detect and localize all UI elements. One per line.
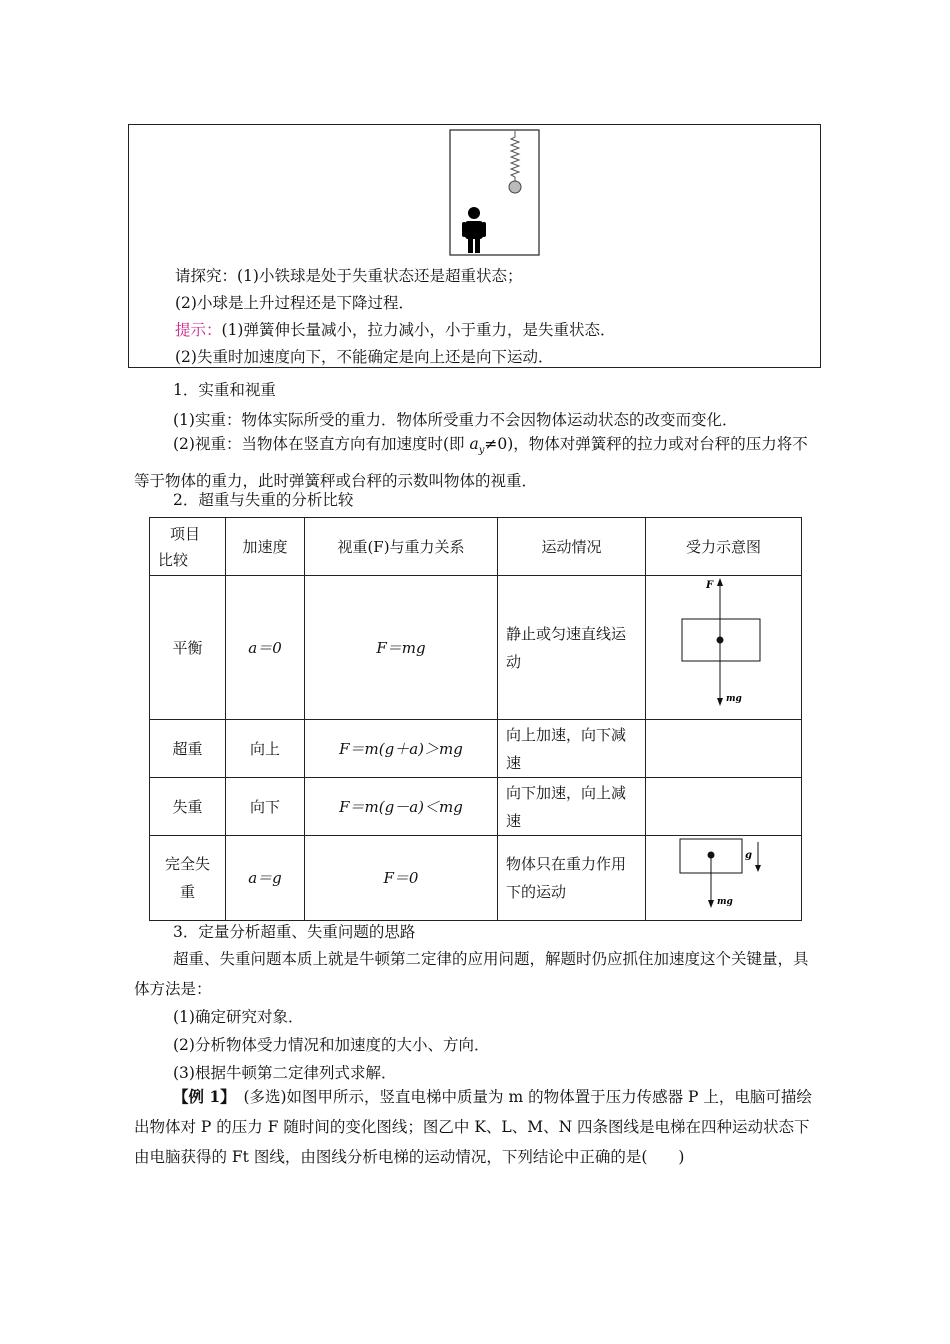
section1-heading: 1．实重和视重 — [173, 381, 276, 399]
force-label-mg: mg — [717, 897, 733, 907]
row-name: 完全失重 — [150, 836, 226, 921]
table-row — [150, 576, 802, 720]
section3-heading: 3．定量分析超重、失重问题的思路 — [173, 923, 416, 941]
section3-step-2: (2)分析物体受力情况和加速度的大小、方向． — [173, 1036, 490, 1054]
header-accel: 加速度 — [226, 518, 305, 576]
p2-sub: y — [478, 445, 485, 457]
row-motion: 向下加速，向上减速 — [498, 778, 646, 836]
header-motion: 运动情况 — [498, 518, 646, 576]
header-diagram: 受力示意图 — [646, 518, 802, 576]
hint-line-2: (2)失重时加速度向下，不能确定是向上还是向下运动． — [175, 348, 554, 366]
intro-box — [128, 124, 821, 368]
hint-label: 提示： — [175, 321, 222, 339]
force-label-mg: mg — [726, 694, 742, 704]
question-line-2: (2)小球是上升过程还是下降过程． — [175, 294, 414, 312]
spring — [511, 131, 519, 181]
weightless-force-diagram — [646, 836, 801, 920]
example-1 — [134, 1082, 816, 1172]
comparison-table — [149, 517, 802, 921]
hint-text-1: (1)弹簧伸长量减小，拉力减小，小于重力，是失重状态． — [221, 321, 616, 339]
example-tag: 【例 1】 — [173, 1087, 228, 1106]
row-relation: F＝m(g－a)＜mg — [305, 778, 498, 836]
header-relation: 视重(F)与重力关系 — [305, 518, 498, 576]
hint-line-1 — [175, 319, 615, 341]
row-name: 平衡 — [150, 576, 226, 720]
table-header-row — [150, 518, 802, 576]
row-name: 超重 — [150, 720, 226, 778]
row-accel: 向下 — [226, 778, 305, 836]
row-accel: a＝0 — [226, 576, 305, 720]
section2-heading: 2．超重与失重的分析比较 — [173, 491, 354, 509]
row-diagram — [646, 576, 802, 720]
section3-step-1: (1)确定研究对象． — [173, 1008, 304, 1026]
iron-ball — [509, 181, 521, 193]
row-diagram — [646, 836, 802, 921]
corner-bottom: 比较 — [158, 550, 189, 569]
row-relation: F＝mg — [305, 576, 498, 720]
corner-top: 项目 — [170, 524, 201, 543]
row-diagram — [646, 720, 802, 778]
row-relation: F＝0 — [305, 836, 498, 921]
p2-text-b: ≠0)，物体对弹簧秤的拉力或对台秤的压力将不等于物体的重力，此时弹簧秤或台秤的示数叫物体的视重． — [134, 435, 808, 491]
force-label-F: F — [706, 580, 714, 591]
row-motion: 静止或匀速直线运动 — [498, 576, 646, 720]
example-text: (多选)如图甲所示，竖直电梯中质量为 m 的物体置于压力传感器 P 上，电脑可描绘出物体对 P 的压力 F 随时间的变化图线；图乙中 K、L、M、N 四条图线是电梯在四种运动状态下由电脑获得的 Ft 图线，由图线分析电梯的运动情况，下列结论中正确的是( ) — [134, 1088, 812, 1166]
row-motion: 向上加速，向下减速 — [498, 720, 646, 778]
section3-intro: 超重、失重问题本质上就是牛顿第二定律的应用问题，解题时仍应抓住加速度这个关键量，具体方法是： — [134, 950, 809, 998]
equilibrium-force-diagram — [646, 576, 801, 719]
p2-text-a: (2)视重：当物体在竖直方向有加速度时(即 — [173, 435, 470, 453]
row-diagram — [646, 778, 802, 836]
row-accel: a＝g — [226, 836, 305, 921]
table-row — [150, 836, 802, 921]
table-corner-cell — [150, 518, 226, 576]
question-line-1: 请探究：(1)小铁球是处于失重状态还是超重状态； — [175, 267, 523, 285]
table-row — [150, 778, 802, 836]
row-accel: 向上 — [226, 720, 305, 778]
table-row — [150, 720, 802, 778]
row-motion: 物体只在重力作用下的运动 — [498, 836, 646, 921]
row-name: 失重 — [150, 778, 226, 836]
person-icon — [462, 207, 486, 253]
p2-var: a — [469, 435, 479, 453]
accel-label-g: g — [745, 850, 752, 861]
section1-p1: (1)实重：物体实际所受的重力．物体所受重力不会因物体运动状态的改变而变化． — [173, 411, 738, 429]
section3-step-3: (3)根据牛顿第二定律列式求解． — [173, 1064, 397, 1082]
row-relation: F＝m(g＋a)＞mg — [305, 720, 498, 778]
